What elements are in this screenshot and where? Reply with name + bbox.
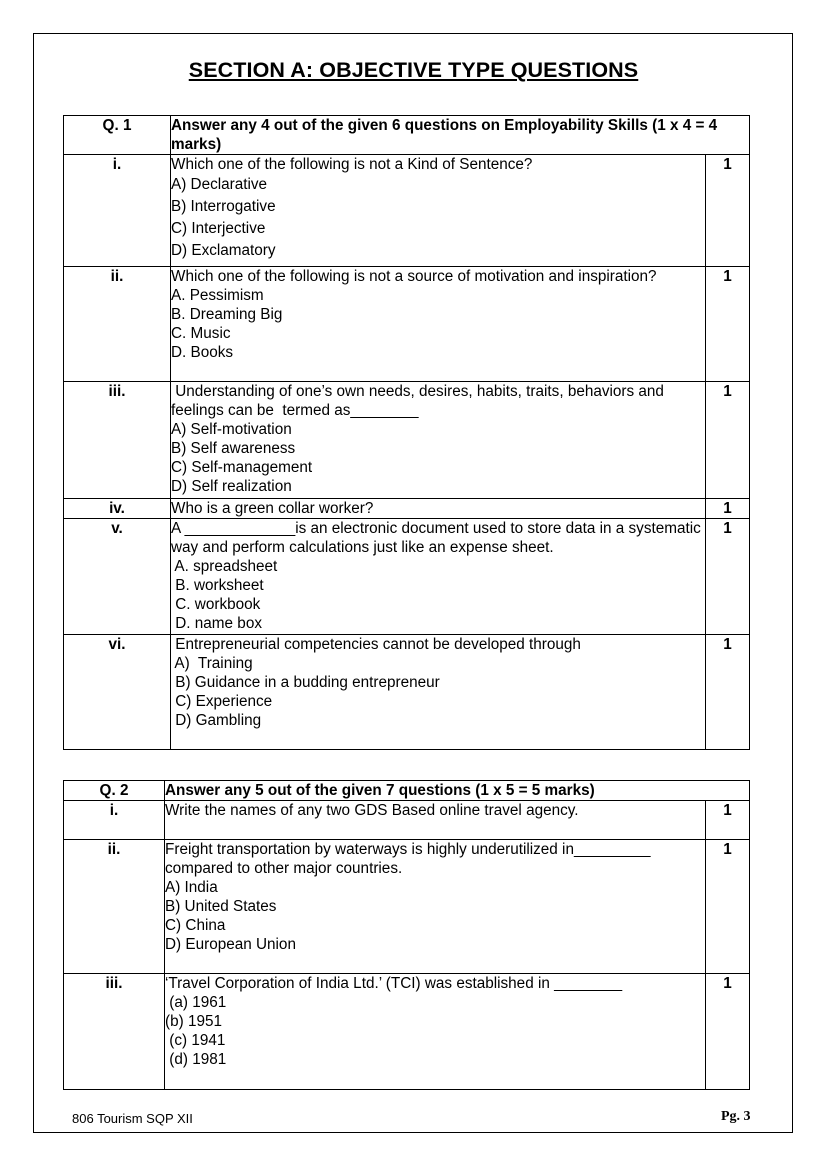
question-text-cell (165, 801, 706, 840)
table-row (64, 382, 750, 499)
question-text-cell (171, 519, 706, 635)
question-number: Q. 2 (64, 781, 165, 801)
option: (c) 1941 (165, 1032, 226, 1049)
question-text: Freight transportation by waterways is highly underutilized in_________ compared to other major countries. (165, 841, 651, 877)
question-text: Who is a green collar worker? (171, 500, 374, 517)
options-list (171, 654, 705, 730)
option: A. spreadsheet (171, 558, 278, 575)
options-list (171, 286, 705, 362)
option: (b) 1951 (165, 1013, 222, 1030)
options-list (171, 420, 705, 496)
footer-document-label: 806 Tourism SQP XII (72, 1111, 193, 1126)
question-text: Understanding of one’s own needs, desires, habits, traits, behaviors and feelings can be termed as________ (171, 383, 669, 419)
question-text-cell (171, 382, 706, 499)
option: A) Training (171, 655, 253, 672)
item-number: iv. (64, 499, 171, 519)
section-title: SECTION A: OBJECTIVE TYPE QUESTIONS (188, 58, 639, 82)
question-text-cell (171, 155, 706, 267)
option: C. workbook (171, 596, 261, 613)
question-text: Write the names of any two GDS Based online travel agency. (165, 802, 579, 819)
item-number: ii. (64, 267, 171, 382)
options-list (171, 557, 705, 633)
question-number: Q. 1 (64, 116, 171, 155)
option: B. Dreaming Big (171, 306, 283, 323)
marks-cell: 1 (706, 840, 750, 974)
table-row (64, 974, 750, 1090)
question-1-header-row (64, 116, 750, 155)
table-row (64, 801, 750, 840)
option: C) Interjective (171, 220, 266, 237)
marks-cell: 1 (706, 382, 750, 499)
table-row (64, 840, 750, 974)
item-number: i. (64, 801, 165, 840)
option: C) China (165, 917, 226, 934)
question-text: A _____________is an electronic document used to store data in a systematic way and perform calculations just like an expense sheet. (171, 520, 701, 556)
question-text: Which one of the following is not a Kind of Sentence? (171, 156, 533, 173)
marks-cell: 1 (706, 801, 750, 840)
table-row (64, 155, 750, 267)
options-list (165, 878, 705, 954)
option: A) Self-motivation (171, 421, 292, 438)
item-number: vi. (64, 635, 171, 750)
option: A) Declarative (171, 176, 268, 193)
option: B) Self awareness (171, 440, 296, 457)
option: D. name box (171, 615, 262, 632)
option: B. worksheet (171, 577, 264, 594)
table-row (64, 267, 750, 382)
options-list (171, 174, 705, 262)
marks-cell: 1 (706, 974, 750, 1090)
footer-page-number: Pg. 3 (721, 1109, 751, 1124)
marks-cell: 1 (706, 519, 750, 635)
marks-cell: 1 (706, 499, 750, 519)
option: D) European Union (165, 936, 296, 953)
item-number: v. (64, 519, 171, 635)
option: A) India (165, 879, 218, 896)
option: C) Self-management (171, 459, 313, 476)
option: D) Exclamatory (171, 242, 276, 259)
marks-cell: 1 (706, 267, 750, 382)
option: B) Guidance in a budding entrepreneur (171, 674, 440, 691)
table-row (64, 499, 750, 519)
question-text: Entrepreneurial competencies cannot be developed through (171, 636, 581, 653)
question-text-cell (171, 635, 706, 750)
option: C) Experience (171, 693, 273, 710)
table-row (64, 635, 750, 750)
option: (a) 1961 (165, 994, 227, 1011)
question-text: Which one of the following is not a source of motivation and inspiration? (171, 268, 657, 285)
item-number: iii. (64, 382, 171, 499)
options-list (165, 993, 705, 1069)
table-row (64, 519, 750, 635)
marks-cell: 1 (706, 155, 750, 267)
question-2-table (63, 780, 750, 1090)
question-instruction: Answer any 4 out of the given 6 questions on Employability Skills (1 x 4 = 4 marks) (171, 116, 750, 155)
question-2-header-row (64, 781, 750, 801)
question-text-cell (165, 974, 706, 1090)
option: D) Gambling (171, 712, 262, 729)
option: D) Self realization (171, 478, 292, 495)
item-number: iii. (64, 974, 165, 1090)
item-number: ii. (64, 840, 165, 974)
question-1-table (63, 115, 750, 750)
question-text-cell (165, 840, 706, 974)
option: A. Pessimism (171, 287, 264, 304)
question-text-cell (171, 267, 706, 382)
option: (d) 1981 (165, 1051, 227, 1068)
question-text: ‘Travel Corporation of India Ltd.’ (TCI) was established in ________ (165, 975, 623, 992)
question-text-cell (171, 499, 706, 519)
option: C. Music (171, 325, 231, 342)
marks-cell: 1 (706, 635, 750, 750)
question-instruction: Answer any 5 out of the given 7 questions (1 x 5 = 5 marks) (165, 781, 750, 801)
item-number: i. (64, 155, 171, 267)
option: D. Books (171, 344, 234, 361)
option: B) Interrogative (171, 198, 276, 215)
option: B) United States (165, 898, 277, 915)
